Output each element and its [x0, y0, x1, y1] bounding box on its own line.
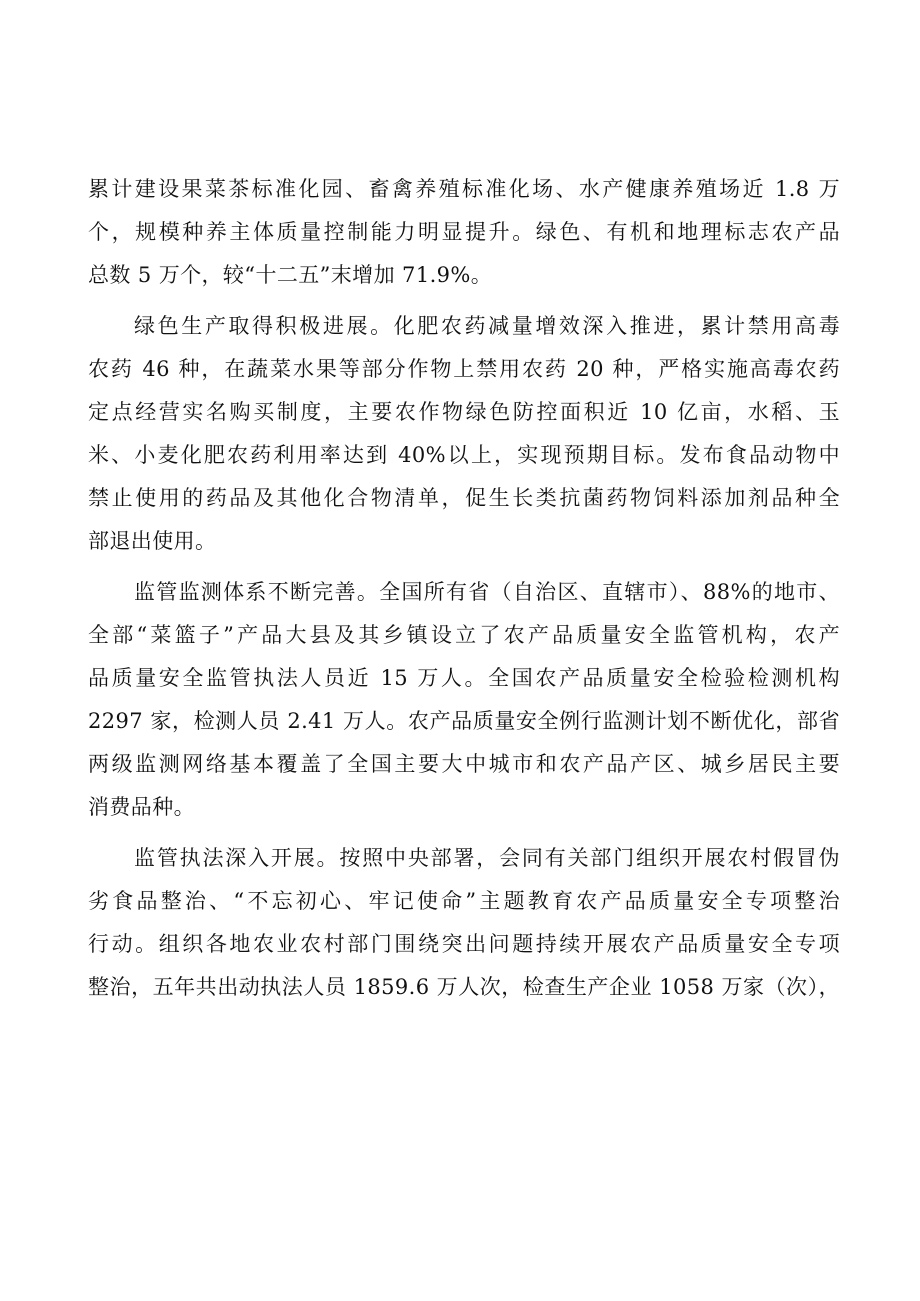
text-line: 全部“菜篮子”产品大县及其乡镇设立了农产品质量安全监管机构，农产: [88, 623, 840, 647]
text-line: 禁止使用的药品及其他化合物清单，促生长类抗菌药物饲料添加剂品种全: [88, 486, 840, 510]
text-line: 品质量安全监管执法人员近 15 万人。全国农产品质量安全检验检测机构: [88, 666, 840, 690]
document-body: [88, 168, 840, 1017]
text-line: 个，规模种养主体质量控制能力明显提升。绿色、有机和地理标志农产品: [88, 220, 840, 244]
paragraph-green-production: [88, 305, 840, 563]
text-line: 监管执法深入开展。按照中央部署，会同有关部门组织开展农村假冒伪: [134, 846, 840, 870]
text-line: 农药 46 种，在蔬菜水果等部分作物上禁用农药 20 种，严格实施高毒农药: [88, 357, 840, 381]
text-line: 总数 5 万个，较“十二五”末增加 71.9%。: [88, 263, 493, 287]
text-line: 累计建设果菜茶标准化园、畜禽养殖标准化场、水产健康养殖场近 1.8 万: [88, 177, 840, 201]
text-line: 两级监测网络基本覆盖了全国主要大中城市和农产品产区、城乡居民主要: [88, 752, 840, 776]
text-line: 定点经营实名购买制度，主要农作物绿色防控面积近 10 亿亩，水稻、玉: [88, 400, 840, 424]
text-line: 绿色生产取得积极进展。化肥农药减量增效深入推进，累计禁用高毒: [134, 314, 840, 338]
text-line: 整治，五年共出动执法人员 1859.6 万人次，检查生产企业 1058 万家（次），: [88, 975, 840, 999]
text-line: 部退出使用。: [88, 529, 217, 553]
text-line: 劣食品整治、“不忘初心、牢记使命”主题教育农产品质量安全专项整治: [88, 889, 840, 913]
paragraph-supervision-system: [88, 571, 840, 829]
text-line: 2297 家，检测人员 2.41 万人。农产品质量安全例行监测计划不断优化，部省: [88, 709, 840, 733]
text-line: 米、小麦化肥农药利用率达到 40%以上，实现预期目标。发布食品动物中: [88, 443, 840, 467]
text-line: 监管监测体系不断完善。全国所有省（自治区、直辖市）、88%的地市、: [134, 580, 840, 604]
paragraph-law-enforcement: [88, 837, 840, 1009]
text-line: 行动。组织各地农业农村部门围绕突出问题持续开展农产品质量安全专项: [88, 932, 840, 956]
text-line: 消费品种。: [88, 795, 195, 819]
paragraph-continued-standardization: [88, 168, 840, 297]
